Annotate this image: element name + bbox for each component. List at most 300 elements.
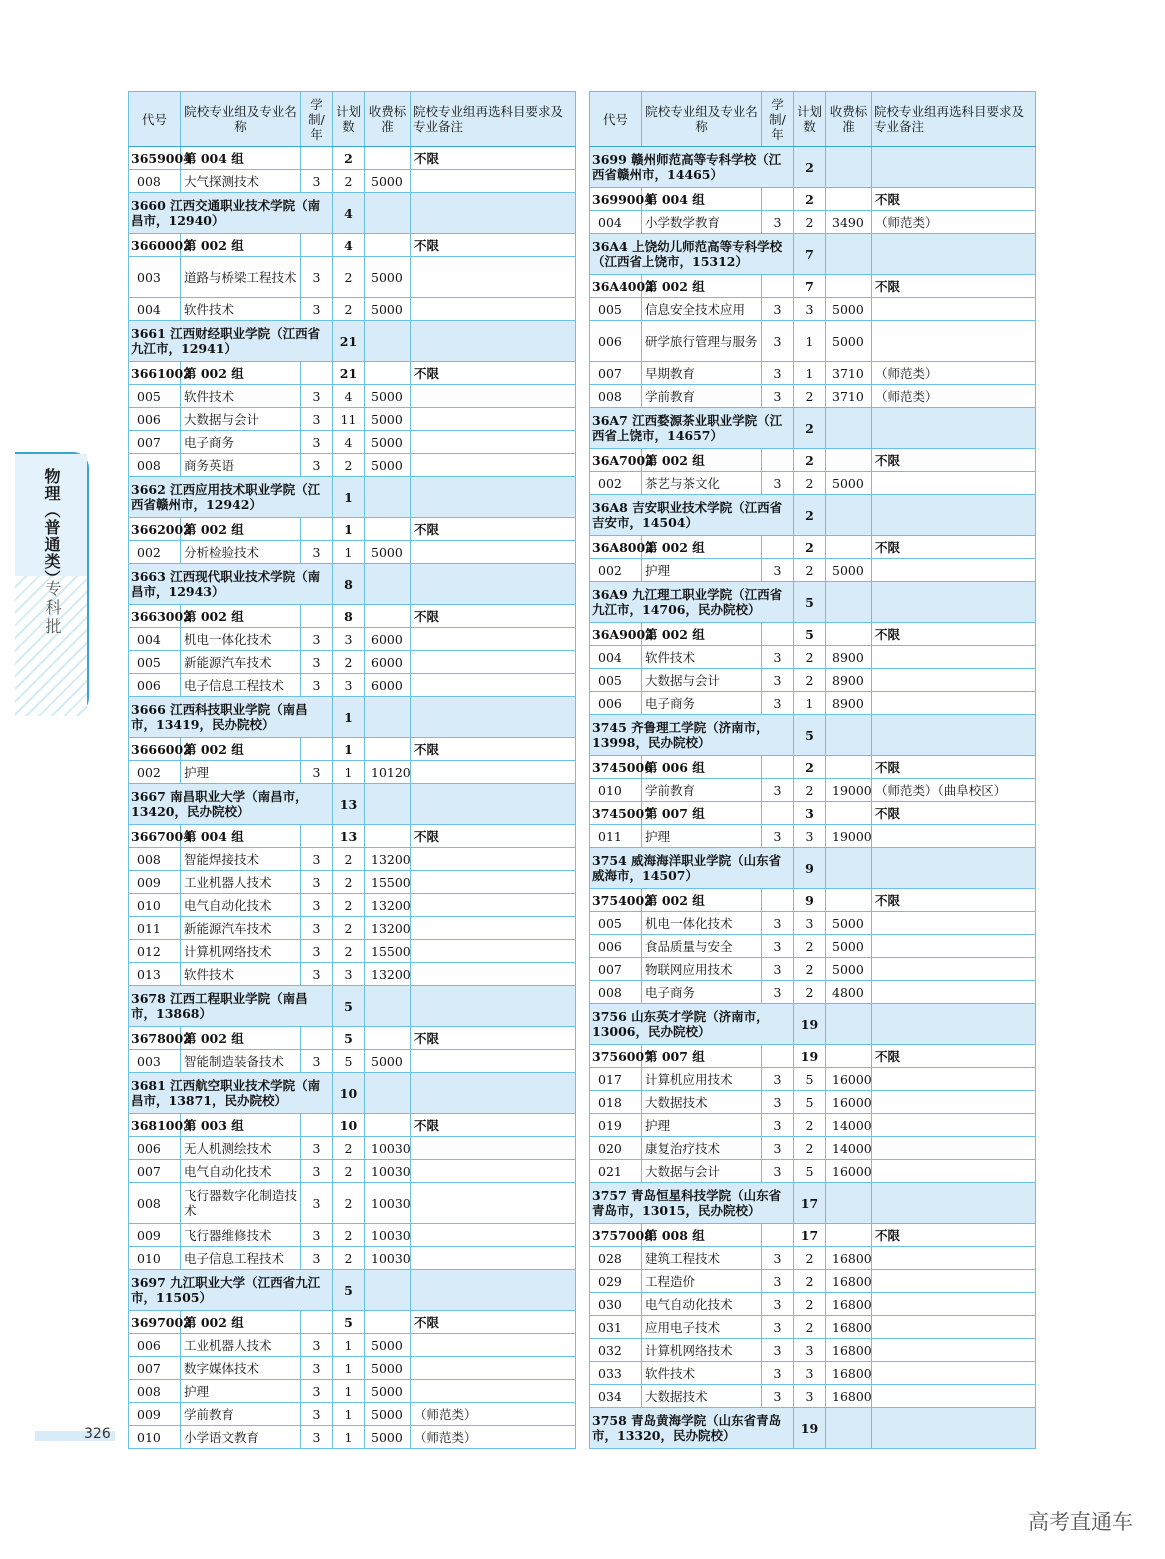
- major-note: [872, 825, 1036, 848]
- major-years: 3: [762, 935, 794, 958]
- major-plan-count: 5: [794, 1091, 826, 1114]
- group-name: 第 002 组: [181, 518, 301, 541]
- major-fee: 5000: [365, 541, 411, 564]
- major-note: [411, 894, 576, 917]
- major-note: [872, 559, 1036, 582]
- major-plan-count: 2: [794, 1293, 826, 1316]
- group-fee-cell: [365, 1311, 411, 1334]
- group-requirement: 不限: [411, 825, 576, 848]
- major-fee: 16800: [826, 1385, 872, 1408]
- major-years: 3: [762, 298, 794, 321]
- major-name: 机电一体化技术: [181, 628, 301, 651]
- major-name: 大数据与会计: [642, 669, 762, 692]
- major-name: 早期教育: [642, 362, 762, 385]
- major-row: [590, 958, 1036, 981]
- group-name: 第 002 组: [642, 275, 762, 298]
- major-code: 007: [129, 1160, 181, 1183]
- major-plan-count: 5: [333, 1050, 365, 1073]
- major-code: 009: [129, 1224, 181, 1247]
- major-years: 3: [301, 1137, 333, 1160]
- major-note: [872, 912, 1036, 935]
- school-row: [129, 1270, 576, 1311]
- header-years: 学制/年: [762, 92, 794, 147]
- major-row: [590, 1270, 1036, 1293]
- group-plan-count: 8: [333, 605, 365, 628]
- major-note: [872, 1247, 1036, 1270]
- admission-table-right: [589, 91, 1036, 1449]
- group-code: 3663002: [129, 605, 181, 628]
- school-row: [590, 1408, 1036, 1449]
- group-name: 第 007 组: [642, 802, 762, 825]
- table-body-right: [590, 147, 1036, 1449]
- major-row: [129, 1403, 576, 1426]
- group-fee-cell: [365, 1027, 411, 1050]
- school-row: [590, 408, 1036, 449]
- school-note-cell: [411, 697, 576, 738]
- school-name: 3758 青岛黄海学院（山东省青岛市，13320，民办院校）: [590, 1408, 794, 1449]
- major-note: [872, 646, 1036, 669]
- major-name: 电气自动化技术: [642, 1293, 762, 1316]
- major-name: 大数据技术: [642, 1091, 762, 1114]
- major-code: 005: [590, 669, 642, 692]
- major-plan-count: 2: [794, 1114, 826, 1137]
- batch-label: 专科批: [43, 580, 62, 637]
- major-row: [590, 1160, 1036, 1183]
- major-fee: 10030: [365, 1160, 411, 1183]
- group-years-cell: [301, 362, 333, 385]
- major-years: 3: [301, 651, 333, 674]
- major-plan-count: 2: [333, 871, 365, 894]
- major-years: 3: [762, 211, 794, 234]
- major-row: [129, 1380, 576, 1403]
- group-row: [129, 362, 576, 385]
- header-code: 代号: [590, 92, 642, 147]
- major-years: 3: [301, 1426, 333, 1449]
- watermark-text: 高考直通车: [1028, 1510, 1133, 1534]
- major-years: 3: [301, 298, 333, 321]
- group-plan-count: 10: [333, 1114, 365, 1137]
- major-code: 005: [590, 912, 642, 935]
- school-fee-cell: [365, 986, 411, 1027]
- major-years: 3: [762, 1137, 794, 1160]
- major-row: [590, 669, 1036, 692]
- major-plan-count: 1: [333, 1334, 365, 1357]
- major-plan-count: 2: [333, 1224, 365, 1247]
- major-code: 017: [590, 1068, 642, 1091]
- major-fee: 16000: [826, 1091, 872, 1114]
- major-note: [411, 431, 576, 454]
- major-fee: 15500: [365, 940, 411, 963]
- group-name: 第 007 组: [642, 1045, 762, 1068]
- major-name: 茶艺与茶文化: [642, 472, 762, 495]
- major-code: 002: [129, 761, 181, 784]
- major-code: 008: [590, 385, 642, 408]
- major-row: [129, 1334, 576, 1357]
- major-name: 工程造价: [642, 1270, 762, 1293]
- major-code: 006: [590, 692, 642, 715]
- school-note-cell: [872, 1408, 1036, 1449]
- major-note: [411, 1137, 576, 1160]
- group-row: [590, 536, 1036, 559]
- school-fee-cell: [826, 848, 872, 889]
- group-requirement: 不限: [411, 1114, 576, 1137]
- school-row: [129, 784, 576, 825]
- major-years: 3: [762, 779, 794, 802]
- school-plan-count: 1: [333, 697, 365, 738]
- group-code: 3667004: [129, 825, 181, 848]
- group-fee-cell: [826, 188, 872, 211]
- major-note: [411, 917, 576, 940]
- major-code: 019: [590, 1114, 642, 1137]
- major-fee: 13200: [365, 848, 411, 871]
- major-name: 无人机测绘技术: [181, 1137, 301, 1160]
- major-row: [590, 559, 1036, 582]
- major-fee: 16800: [826, 1339, 872, 1362]
- group-requirement: 不限: [411, 362, 576, 385]
- school-plan-count: 8: [333, 564, 365, 605]
- major-name: 电子商务: [181, 431, 301, 454]
- major-plan-count: 2: [333, 1160, 365, 1183]
- major-years: 3: [762, 321, 794, 362]
- major-plan-count: 3: [333, 674, 365, 697]
- major-code: 004: [129, 298, 181, 321]
- major-plan-count: 4: [333, 385, 365, 408]
- major-plan-count: 2: [333, 298, 365, 321]
- school-plan-count: 17: [794, 1183, 826, 1224]
- header-plan: 计划数: [794, 92, 826, 147]
- major-code: 008: [129, 170, 181, 193]
- group-requirement: 不限: [411, 1027, 576, 1050]
- major-note: [411, 1183, 576, 1224]
- major-years: 3: [301, 848, 333, 871]
- major-years: 3: [762, 669, 794, 692]
- major-code: 006: [129, 408, 181, 431]
- major-years: 3: [762, 1160, 794, 1183]
- major-row: [590, 646, 1036, 669]
- group-plan-count: 17: [794, 1224, 826, 1247]
- major-name: 智能制造装备技术: [181, 1050, 301, 1073]
- major-plan-count: 1: [333, 541, 365, 564]
- group-requirement: 不限: [872, 449, 1036, 472]
- major-plan-count: 3: [333, 628, 365, 651]
- major-code: 006: [590, 321, 642, 362]
- group-plan-count: 2: [794, 188, 826, 211]
- school-row: [590, 495, 1036, 536]
- major-row: [129, 431, 576, 454]
- major-note: [872, 1293, 1036, 1316]
- major-years: 3: [301, 431, 333, 454]
- major-years: 3: [301, 871, 333, 894]
- major-name: 机电一体化技术: [642, 912, 762, 935]
- major-row: [129, 298, 576, 321]
- major-note: [872, 1339, 1036, 1362]
- major-note: [411, 1247, 576, 1270]
- major-note: [411, 454, 576, 477]
- major-row: [590, 1137, 1036, 1160]
- major-row: [590, 779, 1036, 802]
- school-row: [590, 582, 1036, 623]
- group-name: 第 002 组: [181, 234, 301, 257]
- group-row: [129, 605, 576, 628]
- school-plan-count: 13: [333, 784, 365, 825]
- group-row: [590, 449, 1036, 472]
- major-plan-count: 11: [333, 408, 365, 431]
- major-note: [872, 1362, 1036, 1385]
- subject-category-label: 物理（普通类）: [42, 468, 61, 587]
- header-fee: 收费标准: [365, 92, 411, 147]
- major-fee: 5000: [365, 1380, 411, 1403]
- major-years: 3: [301, 1160, 333, 1183]
- major-row: [129, 1160, 576, 1183]
- major-plan-count: 3: [794, 298, 826, 321]
- major-code: 008: [129, 848, 181, 871]
- major-years: 3: [762, 1362, 794, 1385]
- school-name: 3757 青岛恒星科技学院（山东省青岛市，13015，民办院校）: [590, 1183, 794, 1224]
- major-years: 3: [762, 1339, 794, 1362]
- major-plan-count: 1: [333, 1357, 365, 1380]
- group-name: 第 002 组: [181, 738, 301, 761]
- group-plan-count: 2: [794, 756, 826, 779]
- major-fee: 5000: [365, 454, 411, 477]
- major-fee: 5000: [365, 1357, 411, 1380]
- major-note: （师范类）: [872, 362, 1036, 385]
- major-code: 008: [129, 1380, 181, 1403]
- school-name: 36A7 江西婺源茶业职业学院（江西省上饶市，14657）: [590, 408, 794, 449]
- major-note: [872, 298, 1036, 321]
- school-plan-count: 19: [794, 1004, 826, 1045]
- school-name: 3745 齐鲁理工学院（济南市，13998，民办院校）: [590, 715, 794, 756]
- major-code: 007: [590, 362, 642, 385]
- group-name: 第 008 组: [642, 1224, 762, 1247]
- group-name: 第 004 组: [181, 147, 301, 170]
- major-plan-count: 1: [333, 1380, 365, 1403]
- group-requirement: 不限: [872, 889, 1036, 912]
- group-row: [129, 825, 576, 848]
- major-note: （师范类）: [872, 385, 1036, 408]
- major-row: [590, 362, 1036, 385]
- major-fee: 16800: [826, 1362, 872, 1385]
- group-fee-cell: [365, 1114, 411, 1137]
- major-row: [590, 298, 1036, 321]
- school-plan-count: 10: [333, 1073, 365, 1114]
- major-years: 3: [762, 1247, 794, 1270]
- major-fee: 5000: [365, 298, 411, 321]
- major-code: 003: [129, 257, 181, 298]
- group-plan-count: 7: [794, 275, 826, 298]
- major-code: 010: [129, 894, 181, 917]
- major-plan-count: 4: [333, 431, 365, 454]
- header-fee: 收费标准: [826, 92, 872, 147]
- major-note: [872, 692, 1036, 715]
- school-name: 3756 山东英才学院（济南市，13006，民办院校）: [590, 1004, 794, 1045]
- major-code: 034: [590, 1385, 642, 1408]
- major-years: 3: [762, 981, 794, 1004]
- major-name: 大数据与会计: [181, 408, 301, 431]
- school-note-cell: [411, 1270, 576, 1311]
- group-requirement: 不限: [872, 1224, 1036, 1247]
- major-name: 大数据技术: [642, 1385, 762, 1408]
- header-years: 学制/年: [301, 92, 333, 147]
- group-requirement: 不限: [872, 623, 1036, 646]
- major-note: [411, 408, 576, 431]
- major-years: 3: [762, 1293, 794, 1316]
- major-fee: 10030: [365, 1137, 411, 1160]
- group-row: [129, 738, 576, 761]
- school-row: [590, 715, 1036, 756]
- major-plan-count: 3: [794, 1385, 826, 1408]
- major-row: [129, 651, 576, 674]
- major-name: 护理: [642, 825, 762, 848]
- major-fee: 3710: [826, 385, 872, 408]
- major-years: 3: [301, 1050, 333, 1073]
- major-plan-count: 2: [794, 1316, 826, 1339]
- school-note-cell: [872, 715, 1036, 756]
- school-row: [590, 848, 1036, 889]
- school-note-cell: [411, 193, 576, 234]
- group-requirement: 不限: [872, 802, 1036, 825]
- school-note-cell: [872, 234, 1036, 275]
- group-plan-count: 1: [333, 518, 365, 541]
- major-row: [590, 1385, 1036, 1408]
- major-row: [129, 871, 576, 894]
- major-row: [590, 1362, 1036, 1385]
- school-plan-count: 1: [333, 477, 365, 518]
- major-row: [129, 917, 576, 940]
- major-fee: 5000: [365, 1426, 411, 1449]
- major-fee: 16800: [826, 1316, 872, 1339]
- major-name: 电子商务: [642, 692, 762, 715]
- major-fee: 10030: [365, 1224, 411, 1247]
- group-years-cell: [762, 275, 794, 298]
- major-fee: 5000: [826, 472, 872, 495]
- group-fee-cell: [365, 738, 411, 761]
- group-row: [590, 188, 1036, 211]
- group-row: [590, 1045, 1036, 1068]
- major-fee: 10030: [365, 1247, 411, 1270]
- major-name: 电子信息工程技术: [181, 674, 301, 697]
- major-name: 工业机器人技术: [181, 1334, 301, 1357]
- group-requirement: 不限: [411, 1311, 576, 1334]
- major-note: [872, 1137, 1036, 1160]
- major-fee: 8900: [826, 692, 872, 715]
- major-name: 护理: [642, 1114, 762, 1137]
- major-note: [411, 761, 576, 784]
- major-plan-count: 2: [333, 894, 365, 917]
- major-code: 032: [590, 1339, 642, 1362]
- group-plan-count: 5: [333, 1311, 365, 1334]
- major-fee: 16800: [826, 1270, 872, 1293]
- major-fee: 6000: [365, 651, 411, 674]
- major-years: 3: [301, 963, 333, 986]
- major-fee: 6000: [365, 674, 411, 697]
- major-name: 道路与桥梁工程技术: [181, 257, 301, 298]
- school-row: [129, 986, 576, 1027]
- group-years-cell: [301, 1311, 333, 1334]
- major-fee: 5000: [826, 298, 872, 321]
- major-name: 应用电子技术: [642, 1316, 762, 1339]
- school-row: [590, 1183, 1036, 1224]
- major-note: [872, 1068, 1036, 1091]
- major-plan-count: 2: [794, 981, 826, 1004]
- major-code: 005: [129, 385, 181, 408]
- major-plan-count: 3: [794, 825, 826, 848]
- school-name: 3666 江西科技职业学院（南昌市，13419，民办院校）: [129, 697, 333, 738]
- major-name: 智能焊接技术: [181, 848, 301, 871]
- major-name: 软件技术: [642, 1362, 762, 1385]
- school-plan-count: 2: [794, 408, 826, 449]
- major-note: [411, 1357, 576, 1380]
- major-code: 029: [590, 1270, 642, 1293]
- group-code: 36A9002: [590, 623, 642, 646]
- major-name: 小学语文教育: [181, 1426, 301, 1449]
- school-row: [129, 697, 576, 738]
- group-years-cell: [762, 188, 794, 211]
- major-name: 电子商务: [642, 981, 762, 1004]
- group-years-cell: [301, 147, 333, 170]
- major-row: [590, 825, 1036, 848]
- major-code: 002: [129, 541, 181, 564]
- major-fee: 6000: [365, 628, 411, 651]
- major-code: 008: [590, 981, 642, 1004]
- major-code: 006: [129, 674, 181, 697]
- school-plan-count: 4: [333, 193, 365, 234]
- major-plan-count: 2: [794, 958, 826, 981]
- major-row: [590, 935, 1036, 958]
- major-years: 3: [762, 1385, 794, 1408]
- major-row: [129, 1357, 576, 1380]
- major-name: 电子信息工程技术: [181, 1247, 301, 1270]
- group-years-cell: [301, 605, 333, 628]
- major-row: [129, 541, 576, 564]
- major-years: 3: [301, 628, 333, 651]
- major-fee: 5000: [365, 385, 411, 408]
- group-years-cell: [301, 738, 333, 761]
- group-name: 第 002 组: [642, 449, 762, 472]
- major-code: 021: [590, 1160, 642, 1183]
- school-note-cell: [411, 564, 576, 605]
- group-years-cell: [762, 536, 794, 559]
- school-note-cell: [872, 147, 1036, 188]
- major-plan-count: 3: [794, 1362, 826, 1385]
- school-fee-cell: [826, 495, 872, 536]
- major-row: [590, 385, 1036, 408]
- group-code: 3666002: [129, 738, 181, 761]
- major-row: [590, 472, 1036, 495]
- group-fee-cell: [826, 1224, 872, 1247]
- major-note: [411, 1160, 576, 1183]
- major-plan-count: 3: [333, 963, 365, 986]
- major-note: [411, 385, 576, 408]
- major-fee: 14000: [826, 1137, 872, 1160]
- major-years: 3: [301, 761, 333, 784]
- group-name: 第 002 组: [642, 623, 762, 646]
- major-name: 学前教育: [642, 779, 762, 802]
- group-plan-count: 21: [333, 362, 365, 385]
- major-years: 3: [762, 692, 794, 715]
- major-note: [872, 1160, 1036, 1183]
- school-row: [129, 1073, 576, 1114]
- school-note-cell: [411, 321, 576, 362]
- major-fee: 5000: [365, 1334, 411, 1357]
- major-note: （师范类）: [411, 1403, 576, 1426]
- major-fee: 5000: [826, 912, 872, 935]
- major-name: 飞行器数字化制造技术: [181, 1183, 301, 1224]
- major-name: 飞行器维修技术: [181, 1224, 301, 1247]
- major-plan-count: 3: [794, 912, 826, 935]
- group-name: 第 006 组: [642, 756, 762, 779]
- group-name: 第 004 组: [181, 825, 301, 848]
- major-note: [411, 1380, 576, 1403]
